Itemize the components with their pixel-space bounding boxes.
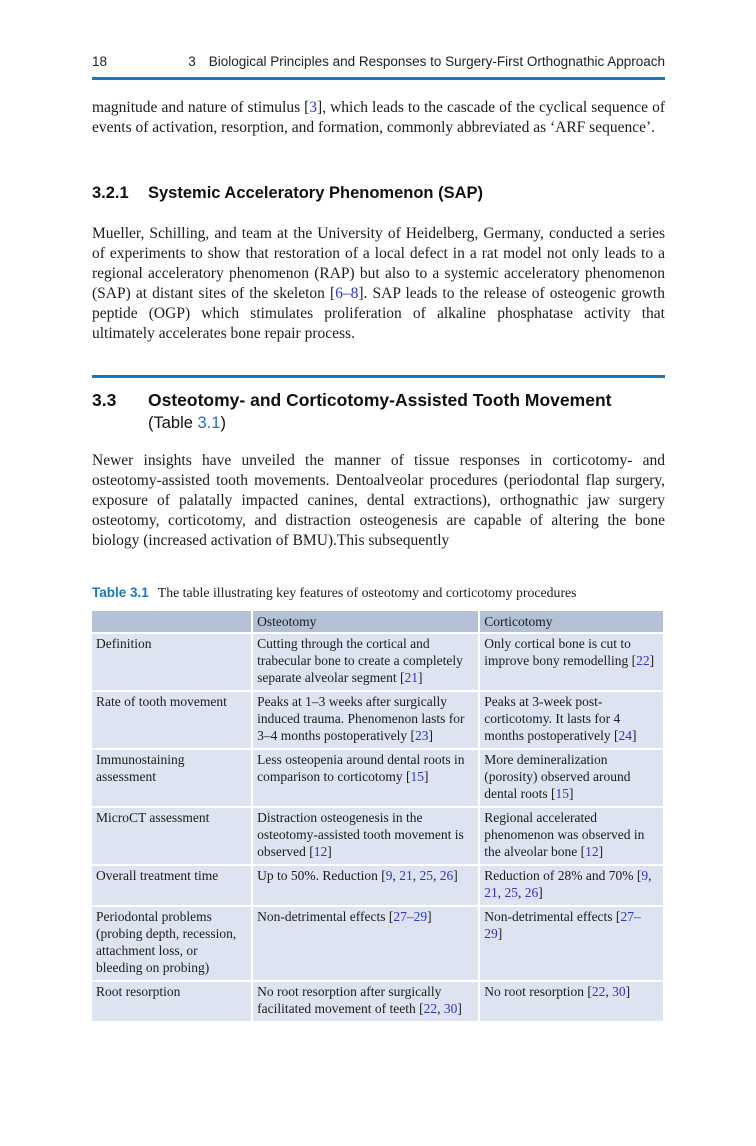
- text-segment: Peaks at 1–3 weeks after surgically induced trauma. Phenomenon lasts for 3–4 months postoperatively [: [257, 693, 465, 743]
- citation-link[interactable]: 12: [313, 843, 328, 859]
- text-segment: Peaks at 3-week post-corticotomy. It lasts for 4 months postoperatively [: [484, 693, 621, 743]
- citation-link[interactable]: 21: [404, 669, 418, 685]
- cell-osteotomy: [252, 981, 479, 1022]
- citation-link[interactable]: 9: [641, 867, 649, 883]
- section-number: 3.3: [92, 389, 117, 410]
- paragraph-osteotomy: [92, 451, 665, 551]
- citation-link[interactable]: 30: [443, 1000, 458, 1016]
- text-segment: ,: [437, 1000, 444, 1016]
- text-segment: Distraction osteogenesis in the osteotomy-assisted tooth movement is observed [: [257, 809, 464, 859]
- table-row: [92, 633, 664, 691]
- text-segment: Newer insights have unveiled the manner of tissue responses in corticotomy- and osteotomy-assisted tooth movements. Dentoalveolar procedures (periodontal flap surgery, exposure of palatally impacted canines, dental extractions), orthognathic jaw surgery osteotomy, corticotomy, and distraction osteogenesis are capable of altering the bone biology (increased activation of BMU).This subsequently: [92, 451, 665, 549]
- citation-link[interactable]: 24: [618, 727, 632, 743]
- section-title: Systemic Acceleratory Phenomenon (SAP): [148, 183, 483, 202]
- text-segment: ,: [497, 884, 505, 900]
- row-label: MicroCT assessment: [92, 807, 252, 865]
- citation-link[interactable]: 12: [585, 843, 599, 859]
- citation-link[interactable]: 21: [484, 884, 498, 900]
- citation-link[interactable]: 25: [419, 867, 434, 883]
- column-header-osteotomy: Osteotomy: [252, 611, 479, 633]
- citation-link[interactable]: 15: [410, 768, 424, 784]
- text-segment: ,: [412, 867, 420, 883]
- table-row: [92, 981, 664, 1022]
- table-row: [92, 906, 664, 981]
- text-segment: ]: [428, 727, 434, 743]
- text-segment: ]: [457, 1000, 462, 1016]
- section-title-block: [148, 389, 611, 434]
- text-segment: No root resorption after surgically facilitated movement of teeth [: [257, 983, 442, 1016]
- citation-link[interactable]: 27–29: [393, 908, 428, 924]
- citation-link[interactable]: 25: [504, 884, 518, 900]
- text-segment: magnitude and nature of stimulus [: [92, 98, 310, 116]
- text-segment: ]: [453, 867, 458, 883]
- citation-link[interactable]: 15: [555, 785, 569, 801]
- text-segment: Non-detrimental effects [: [484, 908, 621, 924]
- table-caption-label: Table 3.1: [92, 584, 149, 600]
- cell-corticotomy: [479, 865, 664, 906]
- section-heading-sap: [92, 183, 665, 204]
- running-head-title: [188, 54, 665, 69]
- text-segment: ]: [427, 908, 432, 924]
- citation-link[interactable]: 3: [309, 98, 318, 116]
- cell-corticotomy: [479, 906, 664, 981]
- text-segment: Mueller, Schilling, and team at the University of Heidelberg, Germany, conducted a series of experiments to show that restoration of a local defect in a rat model not only leads to a regional acceleratory phenomenon (RAP) but also to a systemic acceleratory phenomenon (SAP) at distant sites of the skeleton [: [92, 224, 665, 302]
- citation-link[interactable]: 3.1: [197, 413, 221, 432]
- text-segment: ]: [649, 652, 655, 668]
- table-row: [92, 749, 664, 807]
- text-segment: ]: [327, 843, 332, 859]
- cell-corticotomy: [479, 807, 664, 865]
- cell-corticotomy: [479, 749, 664, 807]
- text-segment: Less osteopenia around dental roots in comparison to corticotomy [: [257, 751, 465, 784]
- row-label: Periodontal problems (probing depth, recession, attachment loss, or bleeding on probing): [92, 906, 252, 981]
- text-segment: ,: [392, 867, 400, 883]
- row-label: Root resorption: [92, 981, 252, 1022]
- row-label: Overall treatment time: [92, 865, 252, 906]
- text-segment: ,: [517, 884, 525, 900]
- cell-osteotomy: [252, 749, 479, 807]
- text-segment: ): [220, 413, 226, 432]
- section-title: Osteotomy- and Corticotomy-Assisted Tooth Movement: [148, 389, 612, 410]
- citation-link[interactable]: 26: [439, 867, 454, 883]
- citation-link[interactable]: 30: [612, 983, 626, 999]
- text-segment: ]: [598, 843, 604, 859]
- section-number: 3.2.1: [92, 183, 129, 202]
- text-segment: Cutting through the cortical and trabecular bone to create a completely separate alveolar segment [: [257, 635, 463, 685]
- features-table: [92, 611, 665, 1023]
- text-segment: ]: [424, 768, 429, 784]
- cell-osteotomy: [252, 633, 479, 691]
- section-heading-osteotomy: [92, 389, 665, 434]
- cell-osteotomy: [252, 865, 479, 906]
- citation-link[interactable]: 27–29: [484, 908, 641, 941]
- citation-link[interactable]: 22: [591, 983, 606, 999]
- citation-link[interactable]: 26: [524, 884, 539, 900]
- text-segment: ]: [625, 983, 631, 999]
- cell-corticotomy: [479, 691, 664, 749]
- text-segment: Regional accelerated phenomenon was observed in the alveolar bone [: [484, 809, 645, 859]
- text-segment: ,: [433, 867, 440, 883]
- text-segment: Up to 50%. Reduction [: [257, 867, 386, 883]
- column-header-feature: [92, 611, 252, 633]
- text-segment: ], which leads to the cascade of the cyclical sequence of events of activation, resorption, and formation, commonly abbreviated as ‘ARF sequence’.: [92, 98, 666, 136]
- text-segment: ,: [648, 867, 652, 883]
- citation-link[interactable]: 22: [636, 652, 650, 668]
- text-segment: ,: [605, 983, 613, 999]
- page-number: 18: [92, 54, 108, 69]
- citation-link[interactable]: 9: [385, 867, 393, 883]
- table-row: [92, 865, 664, 906]
- section-rule: [92, 375, 665, 378]
- column-header-corticotomy: Corticotomy: [479, 611, 664, 633]
- header-rule: [92, 77, 665, 80]
- running-head-chapter-number: 3: [188, 54, 196, 69]
- table-row: [92, 691, 664, 749]
- text-segment: Non-detrimental effects [: [257, 908, 394, 924]
- cell-osteotomy: [252, 906, 479, 981]
- text-segment: ]: [538, 884, 543, 900]
- row-label: Definition: [92, 633, 252, 691]
- cell-corticotomy: [479, 633, 664, 691]
- row-label: Immunostaining assessment: [92, 749, 252, 807]
- table-caption: [92, 584, 665, 602]
- citation-link[interactable]: 22: [423, 1000, 438, 1016]
- paragraph-intro: [92, 98, 665, 138]
- cell-osteotomy: [252, 807, 479, 865]
- citation-link[interactable]: 21: [399, 867, 413, 883]
- text-segment: More demineralization (porosity) observed around dental roots [: [484, 751, 631, 801]
- section-subtitle: [148, 414, 226, 432]
- text-segment: ]: [568, 785, 574, 801]
- citation-link[interactable]: 6–8: [335, 284, 359, 302]
- text-segment: ]: [417, 669, 423, 685]
- text-segment: Reduction of 28% and 70% [: [484, 867, 642, 883]
- cell-corticotomy: [479, 981, 664, 1022]
- table-caption-text: The table illustrating key features of osteotomy and corticotomy procedures: [157, 584, 577, 600]
- text-segment: Only cortical bone is cut to improve bony remodelling [: [484, 635, 637, 668]
- text-segment: ]. SAP leads to the release of osteogenic growth peptide (OGP) which stimulates proliferation of alkaline phosphatase activity that ultimately accelerates bone repair process.: [92, 284, 665, 342]
- text-segment: ]: [631, 727, 637, 743]
- table-row: [92, 807, 664, 865]
- running-head-chapter-title: Biological Principles and Responses to Surgery-First Orthognathic Approach: [208, 54, 665, 69]
- text-segment: No root resorption [: [484, 983, 592, 999]
- citation-link[interactable]: 23: [415, 727, 429, 743]
- row-label: Rate of tooth movement: [92, 691, 252, 749]
- text-segment: (Table: [148, 413, 198, 432]
- cell-osteotomy: [252, 691, 479, 749]
- paragraph-sap: [92, 224, 665, 344]
- text-segment: ]: [497, 925, 503, 941]
- table-header-row: [92, 611, 664, 633]
- running-head: [92, 54, 665, 69]
